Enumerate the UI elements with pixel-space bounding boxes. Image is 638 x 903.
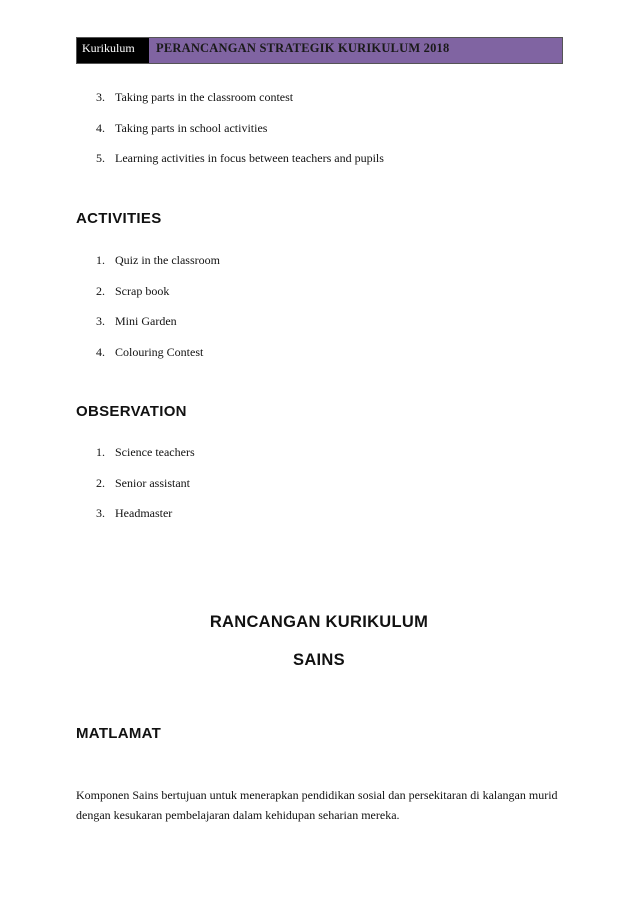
list-item [96, 151, 384, 182]
list-text: Science teachers [115, 445, 195, 459]
list-number: 3. [96, 506, 105, 520]
section-title-line2: SAINS [293, 651, 345, 669]
matlamat-heading: MATLAMAT [76, 725, 162, 742]
list-text: Senior assistant [115, 475, 190, 490]
list-item [96, 506, 195, 537]
list-item [96, 314, 220, 345]
list-text: Learning activities in focus between teachers and pupils [115, 151, 384, 165]
list-text: Scrap book [115, 283, 170, 298]
list-text: Taking parts in the classroom contest [115, 90, 294, 104]
list-text: Headmaster [115, 506, 173, 520]
header-title: PERANCANGAN STRATEGIK KURIKULUM 2018 [149, 38, 562, 63]
list-number: 1. [96, 445, 105, 459]
list-number: 2. [96, 283, 105, 298]
list-item [96, 90, 384, 121]
list-text: Colouring Contest [115, 344, 204, 359]
list-item [96, 476, 195, 507]
observation-list [96, 445, 195, 537]
list-text: Quiz in the classroom [115, 253, 220, 267]
list-text: Mini Garden [115, 314, 177, 328]
list-number: 3. [96, 90, 105, 104]
list-text: Taking parts in school activities [115, 120, 268, 135]
list-number: 5. [96, 151, 105, 165]
list-number: 1. [96, 253, 105, 267]
page-header [76, 37, 563, 64]
activities-list [96, 253, 220, 375]
list-item [96, 121, 384, 152]
observation-heading: OBSERVATION [76, 403, 187, 420]
header-label: Kurikulum [77, 38, 149, 63]
list-item [96, 284, 220, 315]
intro-list [96, 90, 384, 182]
list-item [96, 445, 195, 476]
matlamat-paragraph: Komponen Sains bertujuan untuk menerapkan pendidikan sosial dan persekitaran di kalangan murid dengan kesukaran pembelajaran dalam kehidupan seharian mereka. [76, 788, 558, 822]
list-number: 3. [96, 314, 105, 328]
list-number: 2. [96, 475, 105, 490]
list-item [96, 253, 220, 284]
activities-heading: ACTIVITIES [76, 210, 162, 227]
list-number: 4. [96, 344, 105, 359]
list-number: 4. [96, 120, 105, 135]
section-title-line1: RANCANGAN KURIKULUM [209, 613, 429, 631]
list-item [96, 345, 220, 376]
